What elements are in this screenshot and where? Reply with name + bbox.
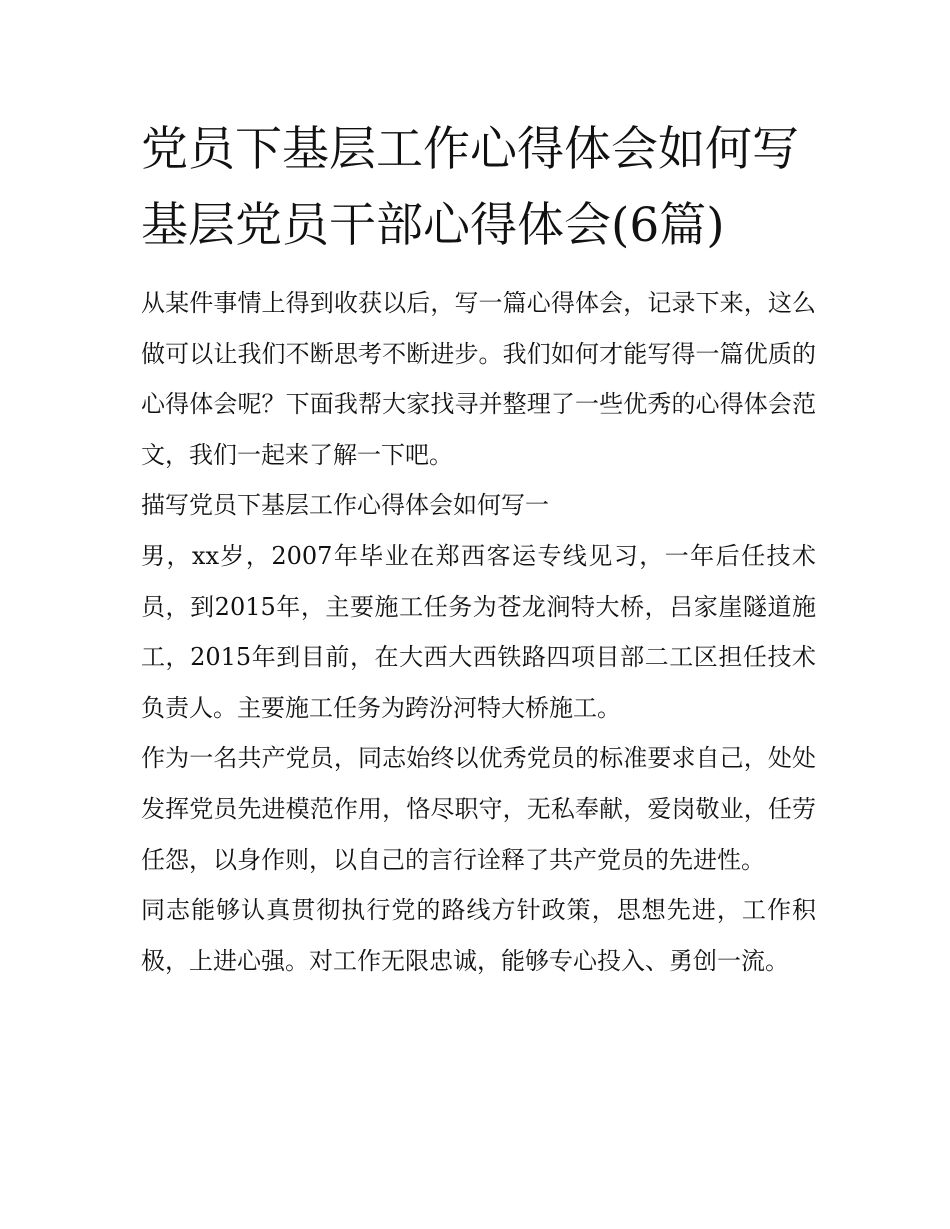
paragraph-policy: 同志能够认真贯彻执行党的路线方针政策，思想先进，工作积极，上进心强。对工作无限忠诚，能够专心投入、勇创一流。 (141, 896, 816, 975)
section-heading: 描写党员下基层工作心得体会如何写一 (141, 491, 549, 520)
document-title: 党员下基层工作心得体会如何写 基层党员干部心得体会(6篇) (141, 122, 799, 253)
document-body (141, 278, 816, 986)
document-content (141, 112, 816, 986)
paragraph-profile: 男，xx岁，2007年毕业在郑西客运专线见习，一年后任技术员，到2015年，主要施工任务为苍龙涧特大桥，吕家崖隧道施工，2015年到目前，在大西大西铁路四项目部二工区担任技术负责人。主要施工任务为跨汾河特大桥施工。 (141, 541, 816, 722)
paragraph-party-member: 作为一名共产党员，同志始终以优秀党员的标准要求自己，处处发挥党员先进模范作用，恪尽职守，无私奉献，爱岗敬业，任劳任怨，以身作则，以自己的言行诠释了共产党员的先进性。 (141, 744, 816, 874)
paragraph-intro: 从某件事情上得到收获以后，写一篇心得体会，记录下来，这么做可以让我们不断思考不断进步。我们如何才能写得一篇优质的心得体会呢？下面我帮大家找寻并整理了一些优秀的心得体会范文，我们一起来了解一下吧。 (141, 289, 816, 469)
